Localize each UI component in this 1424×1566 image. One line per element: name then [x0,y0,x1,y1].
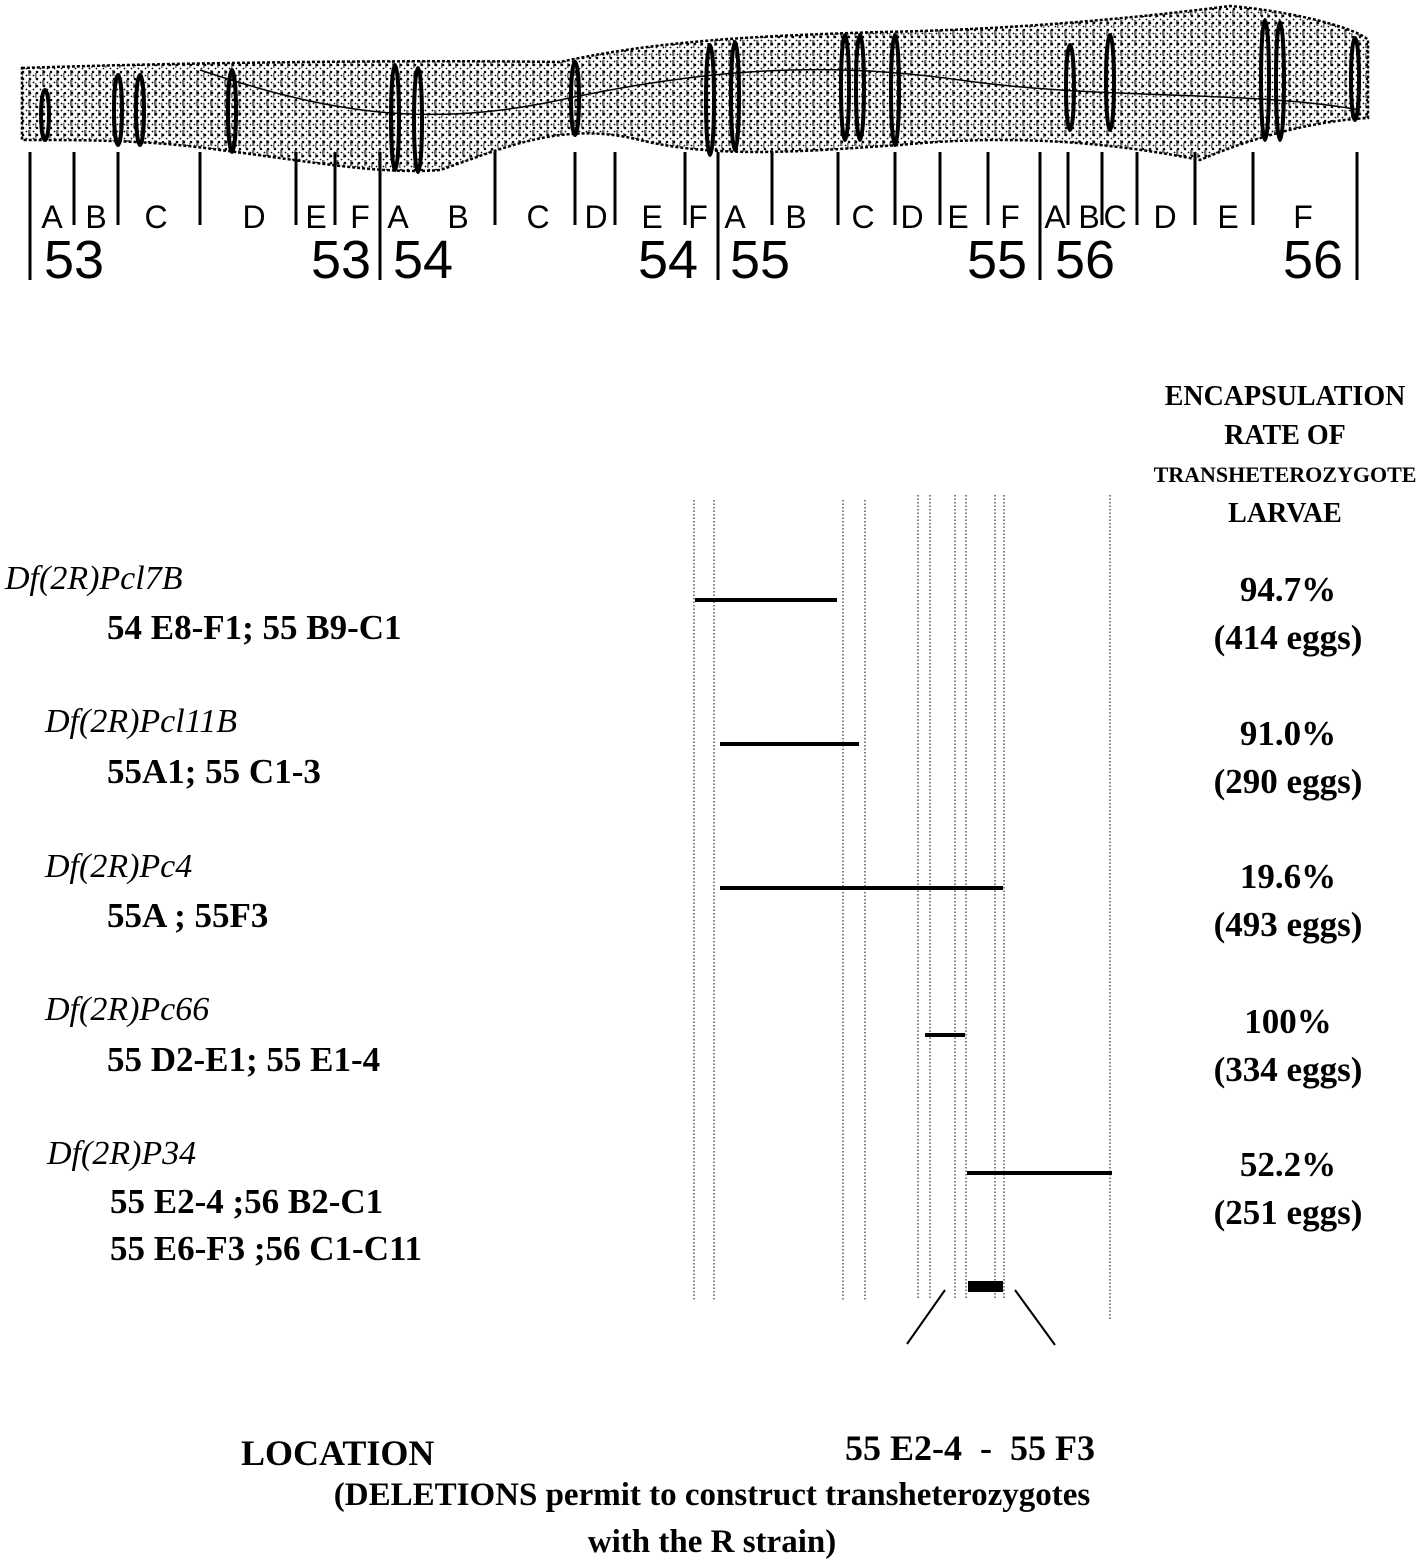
segment-label: B [447,199,469,235]
deletion-rate-3: 19.6% [1239,857,1337,896]
segment-label: C [1103,199,1127,235]
encapsulation-header [1140,377,1424,533]
location-note-line-2: with the R strain) [587,1524,837,1560]
segment-label: B [785,199,807,235]
segment-label: A [724,199,746,235]
location-box [968,1281,1003,1292]
segment-label: F [1000,199,1020,235]
division-number: 54 [392,230,454,290]
deletion-breakpoints-3: 55A ; 55F3 [107,896,269,935]
deletion-breakpoints-2: 55A1; 55 C1-3 [107,752,321,791]
segment-label: E [641,199,663,235]
segment-label: C [526,199,550,235]
segment-label: F [1293,199,1313,235]
deletion-name-2: Df(2R)Pcl11B [45,703,237,740]
division-number: 54 [637,230,699,290]
division-number: 55 [966,230,1028,290]
segment-label: D [1153,199,1177,235]
segment-label: E [1217,199,1239,235]
deletion-bars [695,600,1112,1173]
segment-label: D [242,199,266,235]
segment-label: A [387,199,409,235]
segment-label: E [305,199,327,235]
location-note-line-1: (DELETIONS permit to construct transheterozygotes [333,1477,1091,1513]
segment-label: A [41,199,63,235]
segment-label: C [144,199,168,235]
deletion-eggs-3: (493 eggs) [1213,905,1363,944]
deletion-breakpoints-1: 54 E8-F1; 55 B9-C1 [107,608,402,647]
location-label: LOCATION [241,1433,435,1473]
polytene-chromosome-drawing [22,6,1368,172]
deletion-name-5: Df(2R)P34 [47,1135,197,1172]
location-marker [907,1281,1055,1345]
deletion-name-1: Df(2R)Pcl7B [5,560,183,597]
segment-label: F [350,199,370,235]
division-labels [44,230,1343,290]
segment-label: E [947,199,969,235]
location-left-flare [907,1290,945,1344]
deletion-breakpoints-5b: 55 E6-F3 ;56 C1-C11 [110,1229,423,1268]
header-line-4: LARVAE [1228,498,1342,529]
segment-label: F [688,199,708,235]
header-line-2: RATE OF [1224,420,1346,451]
deletion-breakpoints-4: 55 D2-E1; 55 E1-4 [107,1040,381,1079]
division-number: 53 [43,230,105,290]
segment-label: B [1078,199,1100,235]
deletion-eggs-2: (290 eggs) [1213,762,1363,801]
deletion-rate-5: 52.2% [1239,1145,1337,1184]
division-number: 56 [1054,230,1116,290]
segment-label: D [584,199,608,235]
deletion-eggs-4: (334 eggs) [1213,1050,1363,1089]
deletion-rate-1: 94.7% [1239,570,1337,609]
deletion-rate-4: 100% [1244,1002,1332,1041]
deletion-name-4: Df(2R)Pc66 [45,991,210,1028]
deletion-eggs-5: (251 eggs) [1213,1193,1363,1232]
segment-label: C [851,199,875,235]
reference-lines [694,495,1110,1320]
segment-label: A [1044,199,1066,235]
header-line-1: ENCAPSULATION [1164,381,1406,412]
location-right-flare [1015,1290,1055,1345]
segment-label: D [900,199,924,235]
deletion-rate-2: 91.0% [1239,714,1337,753]
division-number: 53 [310,230,372,290]
segment-label: B [85,199,107,235]
deletion-breakpoints-5a: 55 E2-4 ;56 B2-C1 [110,1182,384,1221]
deletion-name-3: Df(2R)Pc4 [45,848,193,885]
division-number: 55 [729,230,791,290]
deletion-eggs-1: (414 eggs) [1213,618,1363,657]
division-number: 56 [1282,230,1344,290]
location-range: 55 E2-4 - 55 F3 [845,1428,1095,1468]
header-line-3: TRANSHETEROZYGOTE [1153,462,1417,487]
